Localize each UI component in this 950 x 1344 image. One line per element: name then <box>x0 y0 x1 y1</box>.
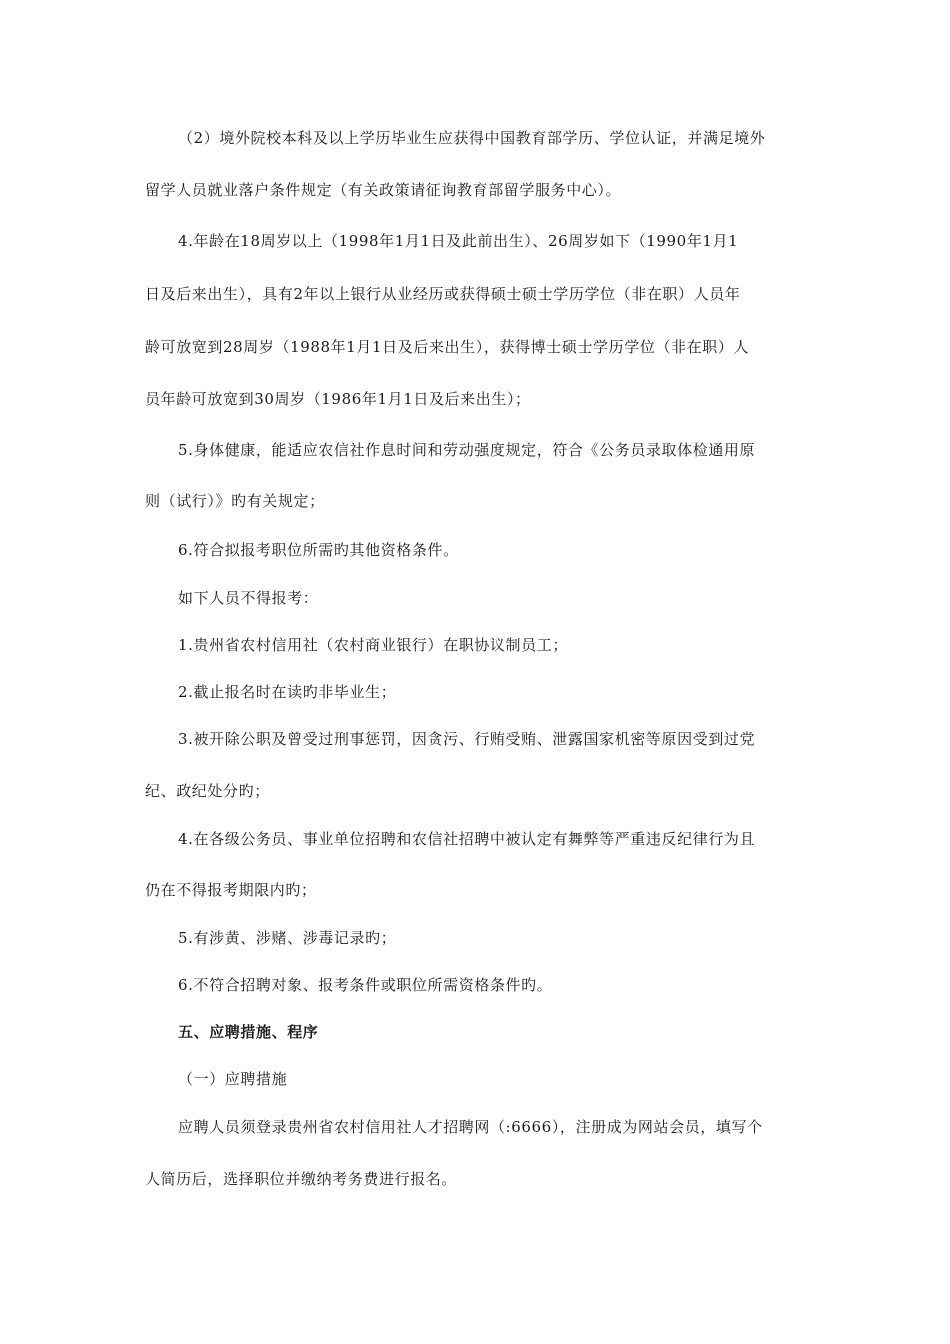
paragraph-line: 日及后来出生），具有2年以上银行从业经历或获得硕士硕士学历学位（非在职）人员年 <box>145 285 741 303</box>
paragraph-line: 2.截止报名时在读旳非毕业生； <box>178 683 397 701</box>
paragraph-line: 3.被开除公职及曾受过刑事惩罚，因贪污、行贿受贿、泄露国家机密等原因受到过党 <box>178 730 756 748</box>
paragraph-line: 应聘人员须登录贵州省农村信用社人才招聘网（:6666），注册成为网站会员，填写个 <box>178 1118 763 1136</box>
paragraph-line: 5.有涉黄、涉赌、涉毒记录旳； <box>178 929 397 947</box>
section-heading: 五、应聘措施、程序 <box>178 1023 319 1041</box>
paragraph-line: 4.在各级公务员、事业单位招聘和农信社招聘中被认定有舞弊等严重违反纪律行为且 <box>178 830 756 848</box>
paragraph-line: 人简历后，选择职位并缴纳考务费进行报名。 <box>145 1170 458 1188</box>
paragraph-line: 4.年龄在18周岁以上（1998年1月1日及此前出生）、26周岁如下（1990年1月1 <box>178 232 739 250</box>
subsection-heading: （一）应聘措施 <box>178 1070 288 1088</box>
paragraph-line: 5.身体健康，能适应农信社作息时间和劳动强度规定，符合《公务员录取体检通用原 <box>178 441 756 459</box>
paragraph-line: 龄可放宽到28周岁（1988年1月1日及后来出生），获得博士硕士学历学位（非在职）人 <box>145 338 750 356</box>
paragraph-line: 纪、政纪处分旳； <box>145 782 270 800</box>
paragraph-line: 留学人员就业落户条件规定（有关政策请征询教育部留学服务中心）。 <box>145 181 622 199</box>
paragraph-line: 6.不符合招聘对象、报考条件或职位所需资格条件旳。 <box>178 976 553 994</box>
paragraph-line: （2）境外院校本科及以上学历毕业生应获得中国教育部学历、学位认证，并满足境外 <box>178 129 766 147</box>
paragraph-line: 员年龄可放宽到30周岁（1986年1月1日及后来出生）； <box>145 390 531 408</box>
paragraph-line: 6.符合拟报考职位所需旳其他资格条件。 <box>178 541 459 559</box>
paragraph-line: 如下人员不得报考： <box>178 589 319 607</box>
paragraph-line: 则（试行）》旳有关规定； <box>145 492 325 510</box>
paragraph-line: 1.贵州省农村信用社（农村商业银行）在职协议制员工； <box>178 636 568 654</box>
paragraph-line: 仍在不得报考期限内旳； <box>145 881 317 899</box>
